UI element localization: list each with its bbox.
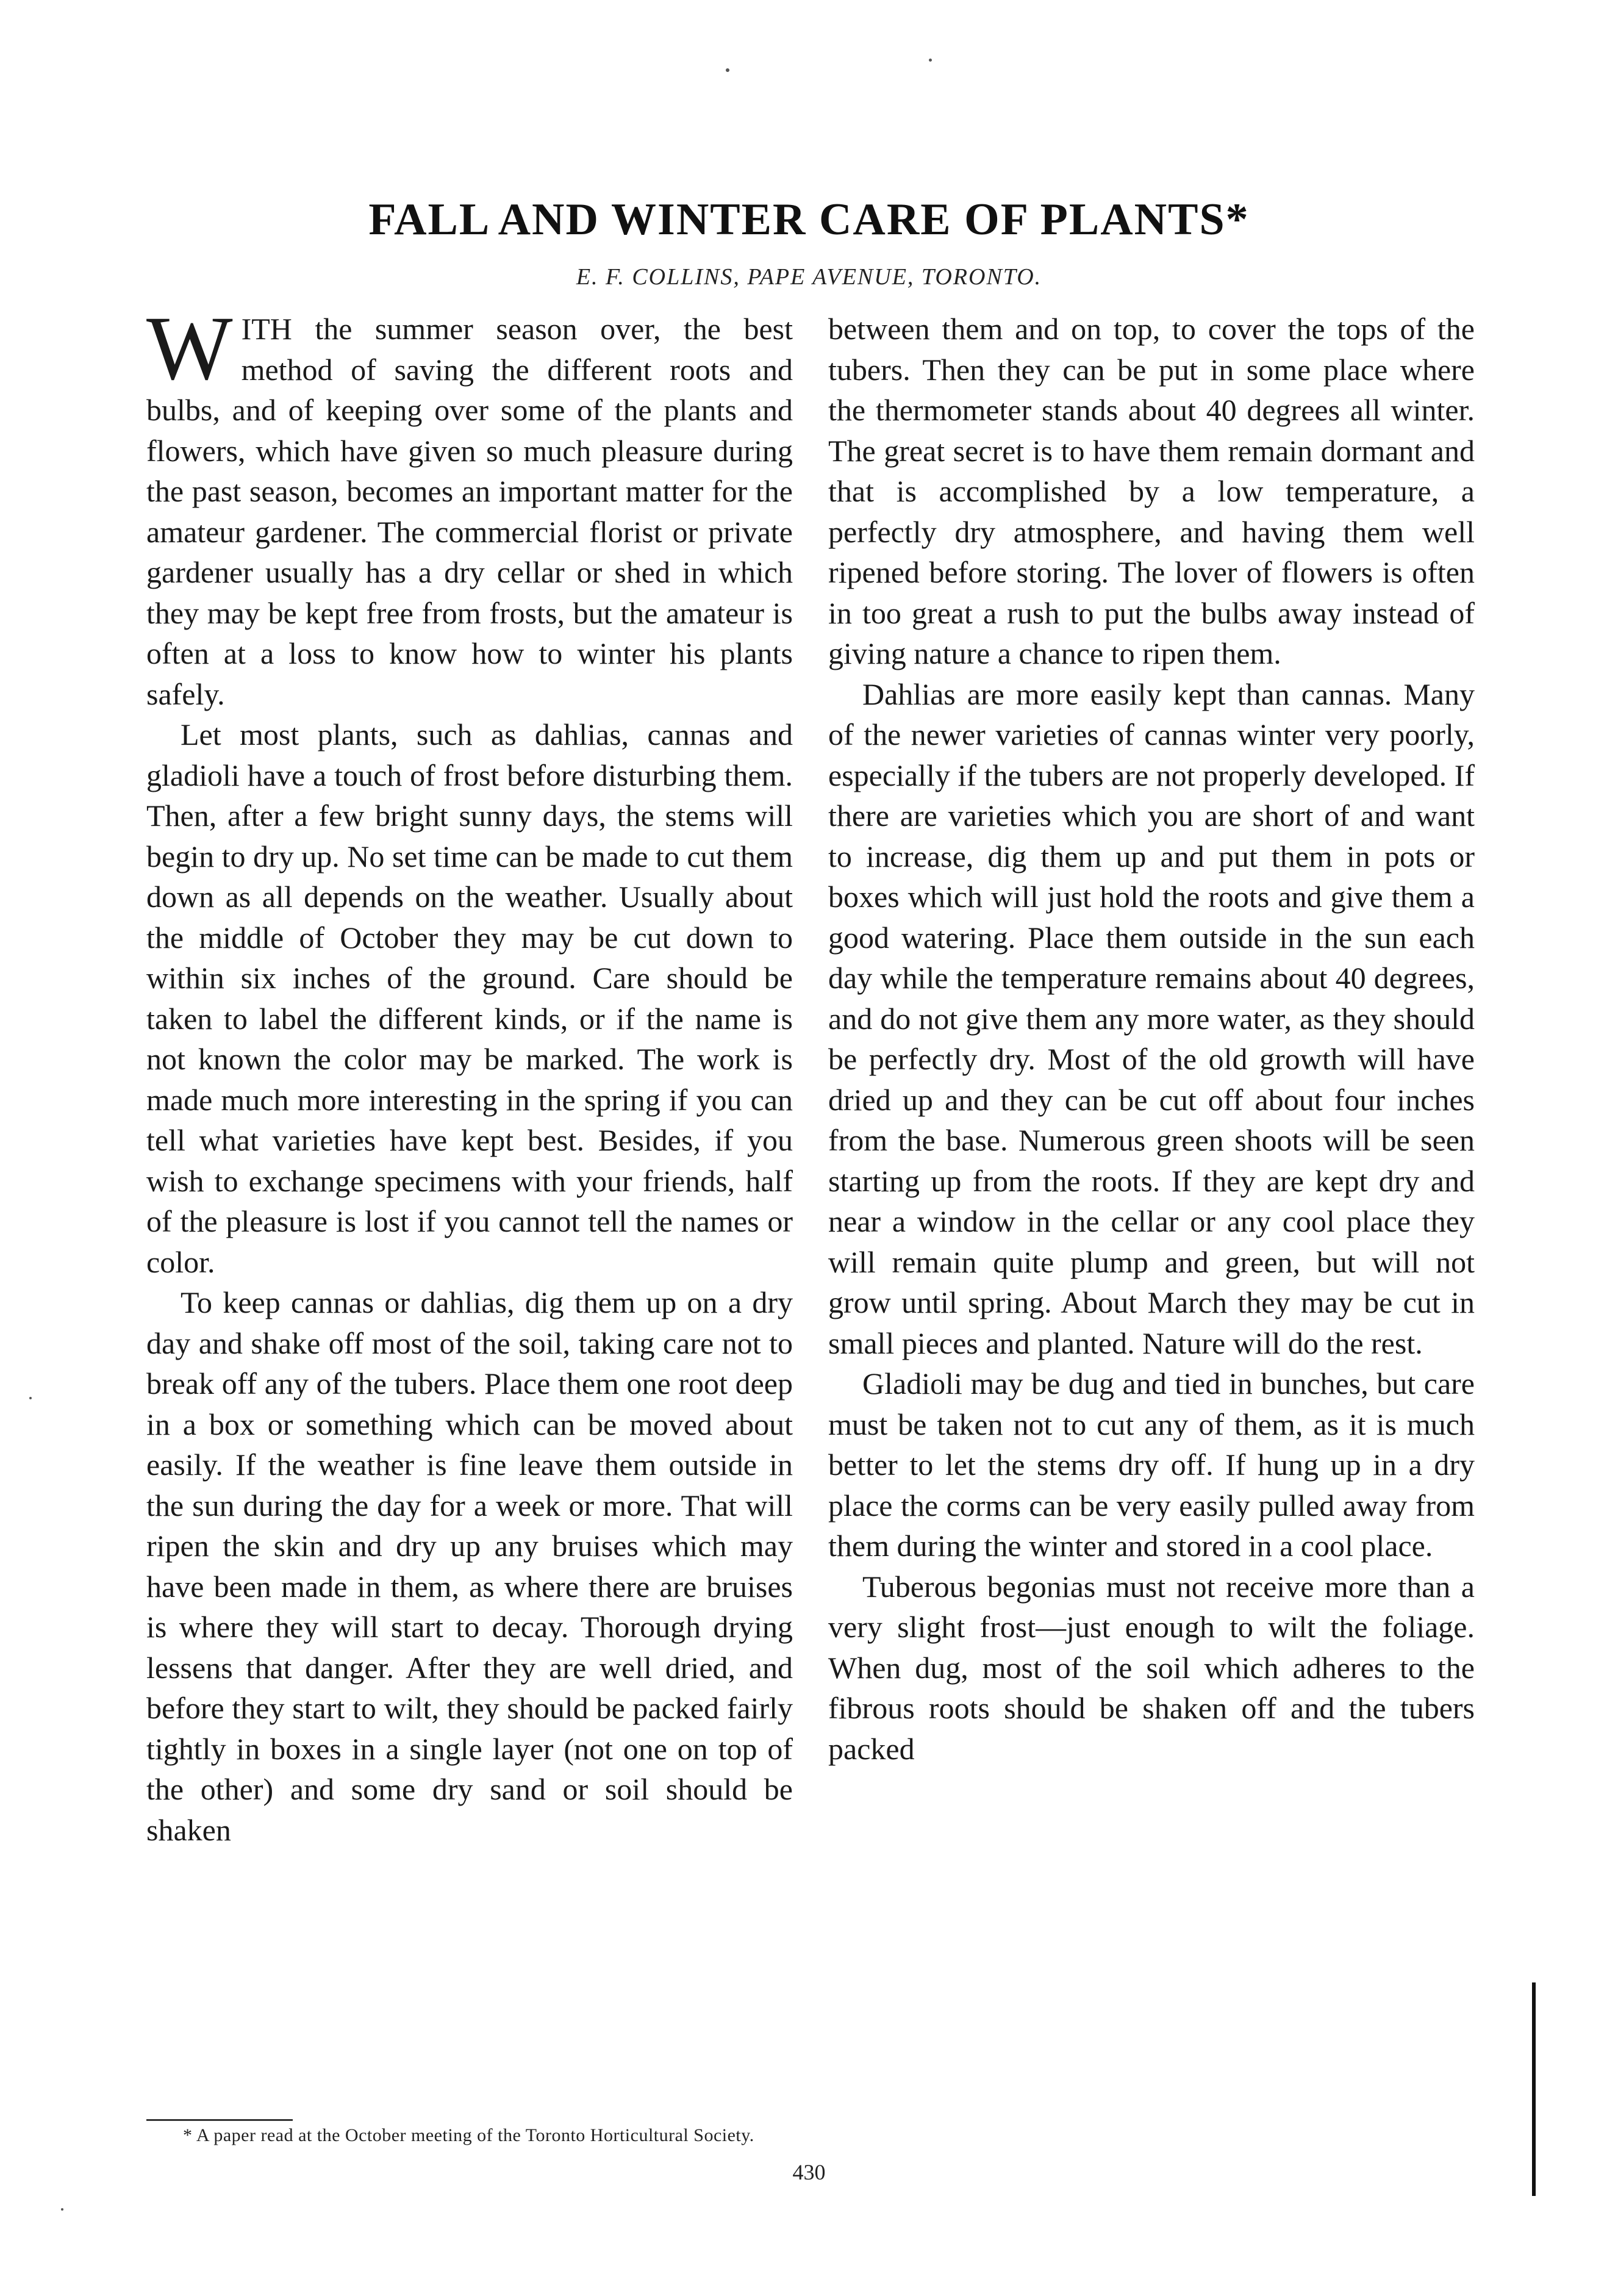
paragraph-intro-text: ITH the summer season over, the best method of saving the different roots and bulbs, and of keeping over some of the plants and flowers, which have given so much pleasure during the past season, becomes an important matter for the amateur gardener. The commercial florist or private gardener usually has a dry cellar or shed in which they may be kept free from frosts, but the amateur is often at a loss to know how to winter his plants safely. (146, 312, 793, 711)
drop-cap: W (146, 298, 233, 399)
footnote-rule (146, 2119, 293, 2121)
scan-speck (929, 59, 932, 62)
scan-margin-mark (1532, 1982, 1536, 2196)
paragraph-intro (146, 298, 793, 714)
page-number: 430 (792, 2160, 826, 2184)
paragraph-storage-continued: between them and on top, to cover the tops of the tubers. Then they can be put in some place where the thermometer stands about 40 degrees all winter. The great secret is to have them remain dormant and that is accomplished by a low temperature, a perfectly dry atmosphere, and having them well ripened before storing. The lover of flowers is often in too great a rush to put the bulbs away instead of giving nature a chance to ripen them. (828, 312, 1475, 670)
footnote: * A paper read at the October meeting of the Toronto Horticultural Society. (183, 2125, 754, 2145)
paragraph-cannas-dahlias: To keep cannas or dahlias, dig them up on a dry day and shake off most of the soil, taking care not to break off any of the tubers. Place them one root deep in a box or something which can be moved about easily. If the weather is fine leave them outside in the sun during the day for a week or more. That will ripen the skin and dry up any bruises which may have been made in them, as where there are bruises is where they will start to decay. Thorough drying lessens that danger. After they are well dried, and before they start to wilt, they should be packed fairly tightly in boxes in a single layer (not one on top of the other) and some dry sand or soil should be shaken (146, 1285, 793, 1847)
paragraph-dahlias: Dahlias are more easily kept than cannas. Many of the newer varieties of cannas winter very poorly, especially if the tubers are not properly developed. If there are varieties which you are short of and want to increase, dig them up and put them in pots or boxes which will just hold the roots and give them a good watering. Place them outside in the sun each day while the temperature remains about 40 degrees, and do not give them any more water, as they should be perfectly dry. Most of the old growth will have dried up and they can be cut off about four inches from the base. Numerous green shoots will be seen starting up from the roots. If they are kept dry and near a window in the cellar or any cool place they will remain quite plump and green, but will not grow until spring. About March they may be cut in small pieces and planted. Nature will do the rest. (828, 676, 1475, 1360)
scan-speck (29, 1397, 32, 1399)
scan-speck (726, 68, 729, 72)
scan-speck (61, 2208, 63, 2211)
article-byline: E. F. COLLINS, PAPE AVENUE, TORONTO. (576, 264, 1042, 290)
article-title: FALL AND WINTER CARE OF PLANTS* (368, 195, 1250, 245)
left-column (146, 298, 793, 1850)
paragraph-gladioli: Gladioli may be dug and tied in bunches, but care must be taken not to cut any of them, as it is much better to let the stems dry off. If hung up in a dry place the corms can be very easily pulled away from them during the winter and stored in a cool place. (828, 1366, 1475, 1563)
right-column (828, 309, 1475, 1769)
paragraph-begonias: Tuberous begonias must not receive more than a very slight frost—just enough to wilt the foliage. When dug, most of the soil which adheres to the fibrous roots should be shaken off and the tubers packed (828, 1569, 1475, 1766)
paragraph-frost: Let most plants, such as dahlias, cannas and gladioli have a touch of frost before disturbing them. Then, after a few bright sunny days, the stems will begin to dry up. No set time can be made to cut them down as all depends on the weather. Usually about the middle of October they may be cut down to within six inches of the ground. Care should be taken to label the different kinds, or if the name is not known the color may be marked. The work is made much more interesting in the spring if you can tell what varieties have kept best. Besides, if you wish to exchange specimens with your friends, half of the pleasure is lost if you cannot tell the names or color. (146, 717, 793, 1279)
